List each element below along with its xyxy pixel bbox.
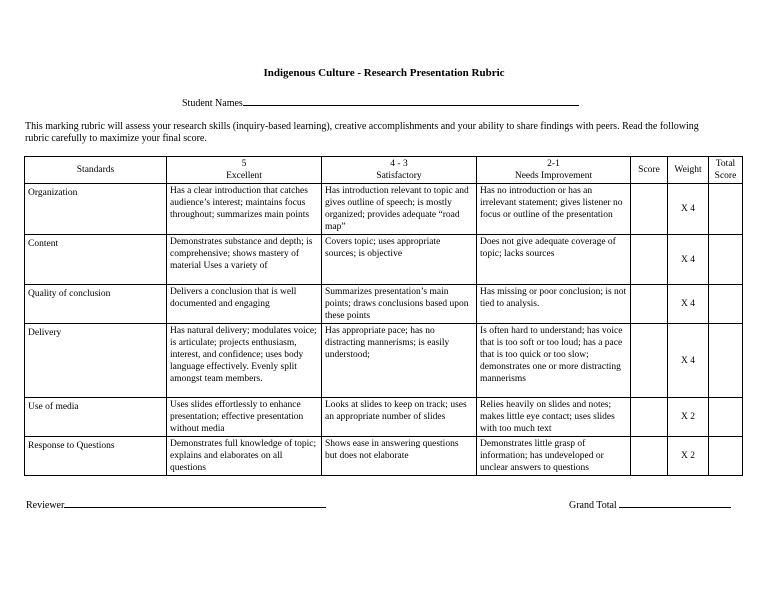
- needs-improvement-cell: Demonstrates little grasp of information; has undeveloped or unclear answers to questions: [477, 437, 631, 476]
- score-cell[interactable]: [631, 235, 668, 285]
- table-row: [25, 398, 743, 437]
- excellent-cell: Uses slides effortlessly to enhance presentation; effective presentation without media: [167, 398, 322, 437]
- header-satisfactory-num: 4 - 3: [390, 159, 408, 169]
- total-cell[interactable]: [709, 235, 743, 285]
- grand-total-field[interactable]: [569, 498, 731, 511]
- student-names-label: Student Names: [182, 98, 243, 109]
- header-row: [25, 157, 743, 184]
- reviewer-field[interactable]: [26, 498, 326, 511]
- weight-cell: X 2: [668, 437, 709, 476]
- table-row: [25, 184, 743, 235]
- reviewer-label: Reviewer: [26, 500, 65, 511]
- reviewer-line[interactable]: [64, 498, 326, 508]
- total-cell[interactable]: [709, 398, 743, 437]
- student-names-field[interactable]: [182, 96, 579, 109]
- weight-cell: X 4: [668, 324, 709, 398]
- header-total-score: Total Score: [709, 157, 743, 184]
- satisfactory-cell: Looks at slides to keep on track; uses an appropriate number of slides: [322, 398, 477, 437]
- header-excellent-num: 5: [241, 159, 247, 169]
- weight-cell: X 4: [668, 285, 709, 324]
- header-standards: Standards: [25, 157, 167, 184]
- score-cell[interactable]: [631, 184, 668, 235]
- intro-paragraph: This marking rubric will assess your research skills (inquiry-based learning), creative accomplishments and your ability to share findings with peers. Read the following rubric carefully to maximize your final score.: [25, 121, 699, 144]
- needs-improvement-cell: Does not give adequate coverage of topic; lacks sources: [477, 235, 631, 285]
- header-needs-improvement: [477, 157, 631, 184]
- header-needs-label: Needs Improvement: [514, 171, 593, 181]
- needs-improvement-cell: Has no introduction or has an irrelevant statement; gives listener no focus or outline of the presentation: [477, 184, 631, 235]
- score-cell[interactable]: [631, 324, 668, 398]
- weight-cell: X 2: [668, 398, 709, 437]
- total-cell[interactable]: [709, 184, 743, 235]
- header-weight: Weight: [668, 157, 709, 184]
- excellent-cell: Delivers a conclusion that is well documented and engaging: [167, 285, 322, 324]
- header-needs-num: 2-1: [547, 159, 560, 169]
- score-cell[interactable]: [631, 285, 668, 324]
- satisfactory-cell: Has appropriate pace; has no distracting mannerisms; is easily understood;: [322, 324, 477, 398]
- satisfactory-cell: Covers topic; uses appropriate sources; is objective: [322, 235, 477, 285]
- grand-total-label: Grand Total: [569, 500, 617, 511]
- needs-improvement-cell: Is often hard to understand; has voice that is too soft or too loud; has a pace that is too quick or too slow; demonstrates one or more distracting mannerisms: [477, 324, 631, 398]
- grand-total-line[interactable]: [619, 498, 731, 508]
- needs-improvement-cell: Has missing or poor conclusion; is not tied to analysis.: [477, 285, 631, 324]
- needs-improvement-cell: Relies heavily on slides and notes; makes little eye contact; uses slides with too much text: [477, 398, 631, 437]
- standard-cell: Quality of conclusion: [25, 285, 167, 324]
- header-score: Score: [631, 157, 668, 184]
- table-row: [25, 324, 743, 398]
- standard-cell: Response to Questions: [25, 437, 167, 476]
- standard-cell: Use of media: [25, 398, 167, 437]
- total-cell[interactable]: [709, 437, 743, 476]
- standard-cell: Organization: [25, 184, 167, 235]
- table-row: [25, 437, 743, 476]
- student-names-line[interactable]: [243, 96, 579, 106]
- header-excellent: [167, 157, 322, 184]
- score-cell[interactable]: [631, 437, 668, 476]
- standard-cell: Delivery: [25, 324, 167, 398]
- page-title: Indigenous Culture - Research Presentation Rubric: [263, 67, 505, 79]
- excellent-cell: Has natural delivery; modulates voice; is articulate; projects enthusiasm, interest, and confidence; uses body language effectively. Evenly split amongst team members.: [167, 324, 322, 398]
- standard-cell: Content: [25, 235, 167, 285]
- excellent-cell: Has a clear introduction that catches audience’s interest; maintains focus throughout; summarizes main points: [167, 184, 322, 235]
- satisfactory-cell: Shows ease in answering questions but does not elaborate: [322, 437, 477, 476]
- satisfactory-cell: Has introduction relevant to topic and gives outline of speech; is mostly organized; provides adequate “road map”: [322, 184, 477, 235]
- header-satisfactory-label: Satisfactory: [376, 171, 422, 181]
- excellent-cell: Demonstrates substance and depth; is comprehensive; shows mastery of material Uses a variety of: [167, 235, 322, 285]
- total-cell[interactable]: [709, 324, 743, 398]
- weight-cell: X 4: [668, 184, 709, 235]
- satisfactory-cell: Summarizes presentation’s main points; draws conclusions based upon these points: [322, 285, 477, 324]
- header-satisfactory: [322, 157, 477, 184]
- weight-cell: X 4: [668, 235, 709, 285]
- rubric-table: [24, 156, 743, 476]
- score-cell[interactable]: [631, 398, 668, 437]
- excellent-cell: Demonstrates full knowledge of topic; explains and elaborates on all questions: [167, 437, 322, 476]
- table-row: [25, 235, 743, 285]
- total-cell[interactable]: [709, 285, 743, 324]
- table-row: [25, 285, 743, 324]
- header-excellent-label: Excellent: [226, 171, 262, 181]
